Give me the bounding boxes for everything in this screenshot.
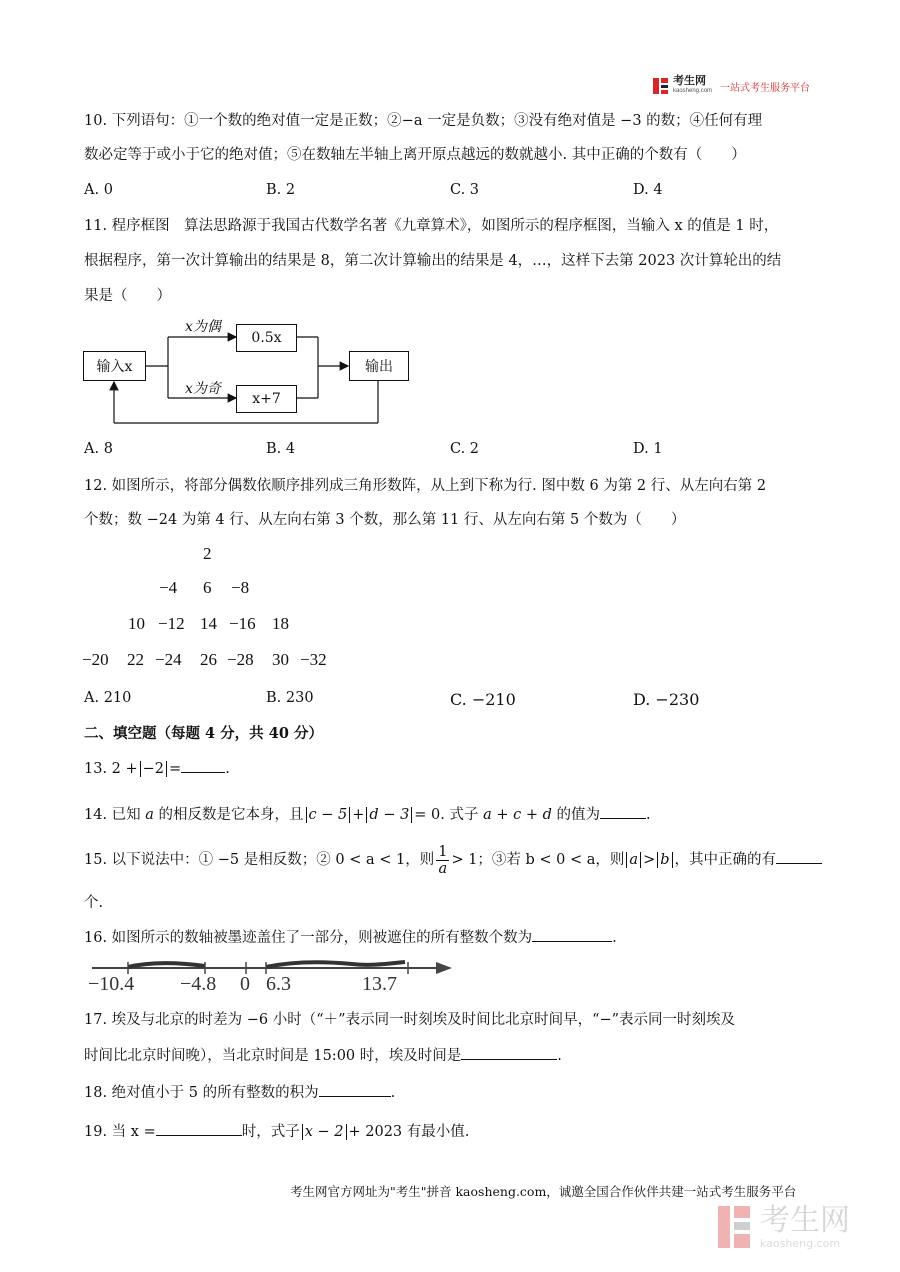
q15-prefix: 15. 以下说法中：① −5 是相反数；② 0 < a < 1，则 (84, 852, 435, 868)
q19-tail: + 2023 有最小值. (348, 1124, 470, 1140)
q19-mid: 时，式子 (241, 1124, 300, 1140)
tri-r3-c2: −12 (158, 614, 185, 633)
q15-fraction (436, 844, 449, 877)
logo-domain: kaosheng.com (673, 88, 713, 94)
q11-option-d: D. 1 (633, 441, 663, 457)
tri-r4-c4: 26 (200, 650, 217, 669)
q15-line2: 个. (84, 895, 104, 911)
q13-end: . (225, 761, 230, 777)
flow-input-box (83, 351, 146, 381)
tri-r4-c7: −32 (300, 650, 327, 669)
q13-prefix: 13. 2 + (84, 761, 138, 777)
q19-prefix: 19. 当 x = (84, 1124, 156, 1140)
tri-r2-c1: −4 (159, 578, 178, 597)
q14-tail: 的值为 (556, 807, 601, 823)
q19-blank[interactable] (156, 1121, 242, 1136)
q18-blank[interactable] (319, 1082, 391, 1097)
tri-r3-c3: 14 (200, 614, 217, 633)
q12-option-c: C. −210 (450, 690, 516, 709)
nl-label-5: 13.7 (362, 973, 397, 995)
q18-text: 18. 绝对值小于 5 的所有整数的积为 (84, 1085, 319, 1101)
kaosheng-logo-icon (652, 77, 670, 95)
q11-option-b: B. 4 (266, 441, 296, 457)
q13-abs: −2 (140, 761, 167, 777)
q18 (84, 1082, 395, 1103)
flow-output-label: 输出 (365, 359, 393, 375)
q12-line2: 个数；数 −24 为第 4 行、从左向右第 3 个数，那么第 11 行、从左向右第 5 个数为（ ） (84, 512, 686, 528)
q10-option-b: B. 2 (266, 182, 296, 198)
q13-eq: = (169, 761, 182, 777)
q11-line3: 果是（ ） (84, 288, 171, 304)
q15-blank[interactable] (776, 849, 822, 864)
q10-line1: 10. 下列语句：①一个数的绝对值一定是正数；②−a 一定是负数；③没有绝对值是 −3 的数；④任何有理 (84, 113, 763, 129)
q11-option-c: C. 2 (450, 441, 480, 457)
q12-option-a: A. 210 (84, 690, 132, 706)
q19 (84, 1121, 469, 1142)
section-heading: 二、填空题（每题 4 分，共 40 分） (84, 725, 323, 742)
tri-r4-c5: −28 (227, 650, 254, 669)
nl-label-1: −10.4 (88, 973, 135, 995)
header-slogan: 一站式考生服务平台 (720, 82, 811, 94)
q14-mid: 的相反数是它本身，且 (158, 807, 304, 823)
q14-var: a (145, 807, 154, 823)
tri-r3-c4: −16 (229, 614, 256, 633)
q11-line2: 根据程序，第一次计算输出的结果是 8，第二次计算输出的结果是 4，…，这样下去第 2023 次计算轮出的结 (84, 253, 782, 269)
flow-even-box (236, 324, 297, 352)
tri-r2-c3: −8 (231, 578, 250, 597)
q15-mid: > 1；③若 b < 0 < a，则 (451, 852, 625, 868)
tri-r4-c2: 22 (127, 650, 144, 669)
tri-r3-c1: 10 (128, 614, 145, 633)
flow-even-op: 0.5x (251, 330, 282, 346)
nl-label-4: 6.3 (266, 973, 291, 995)
watermark (716, 1204, 850, 1250)
q15-frac-den: a (438, 860, 448, 877)
q18-end: . (390, 1085, 396, 1101)
q16-blank[interactable] (532, 927, 612, 942)
q13-blank[interactable] (181, 758, 225, 773)
tri-r2-c2: 6 (203, 578, 212, 597)
nl-label-3: 0 (240, 973, 250, 995)
flow-output-box (349, 351, 409, 381)
q17-end: . (557, 1048, 562, 1064)
q12-line1: 12. 如图所示，将部分偶数依顺序排列成三角形数阵，从上到下称为行. 图中数 6 为第 2 行、从左向右第 2 (84, 478, 767, 494)
q11-line1: 11. 程序框图 算法思路源于我国古代数学名著《九章算术》，如图所示的程序框图，当输入 x 的值是 1 时， (84, 218, 779, 234)
q14-end: . (646, 807, 651, 823)
q15 (84, 840, 822, 880)
q12-option-d: D. −230 (633, 690, 700, 709)
flow-input-label: 输入x (96, 359, 133, 375)
q17-blank[interactable] (461, 1045, 557, 1060)
tri-r4-c1: −20 (82, 650, 109, 669)
tri-r3-c5: 18 (272, 614, 289, 633)
q16-end: . (612, 930, 617, 946)
tri-r1-c1: 2 (203, 544, 212, 563)
q14-mid2: . 式子 (440, 807, 479, 823)
flow-odd-label: x为奇 (185, 381, 221, 397)
q15-gt: > (643, 852, 656, 868)
watermark-text: 考生网 (760, 1202, 850, 1238)
q15-abs-b: b (657, 852, 672, 868)
flow-even-label: x为偶 (185, 319, 221, 335)
q15-tail: ，其中正确的有 (674, 852, 777, 868)
header-logo (652, 74, 810, 98)
q12-option-b: B. 230 (266, 690, 314, 706)
nl-label-2: −4.8 (180, 973, 217, 995)
q17-line1: 17. 埃及与北京的时差为 −6 小时（“＋”表示同一时刻埃及时间比北京时间早，“−”表示同一时刻埃及 (84, 1012, 736, 1028)
q11-option-a: A. 8 (84, 441, 113, 457)
q14-abs1: c − 5 (306, 807, 351, 823)
logo-mark: 考生网 (673, 75, 706, 87)
q19-abs: x − 2 (302, 1124, 347, 1140)
q17-line2 (84, 1045, 562, 1066)
q10-option-c: C. 3 (450, 182, 480, 198)
q10-option-a: A. 0 (84, 182, 113, 198)
q16 (84, 927, 617, 948)
q15-abs-a: a (626, 852, 641, 868)
watermark-logo-icon (716, 1204, 754, 1250)
flow-odd-box (236, 385, 297, 413)
q16-text: 16. 如图所示的数轴被墨迹盖住了一部分，则被遮住的所有整数个数为 (84, 930, 533, 946)
tri-r4-c3: −24 (155, 650, 182, 669)
q14-eq: = 0 (414, 807, 441, 823)
q10-option-d: D. 4 (633, 182, 663, 198)
q14-expr: a + c + d (483, 807, 552, 823)
q14 (84, 804, 651, 825)
q17-line2-text: 时间比北京时间晚），当北京时间是 15:00 时，埃及时间是 (84, 1048, 462, 1064)
q10-line2: 数必定等于或小于它的绝对值；⑤在数轴左半轴上离开原点越远的数就越小. 其中正确的个数有（ ） (84, 147, 746, 163)
q14-prefix: 14. 已知 (84, 807, 141, 823)
q14-blank[interactable] (600, 804, 646, 819)
q13 (84, 758, 230, 779)
footer-text: 考生网官方网址为"考生"拼音 kaosheng.com，诚邀全国合作伙伴共建一站式考生服务平台 (290, 1184, 797, 1199)
flow-odd-op: x+7 (252, 391, 281, 407)
q14-abs2: d − 3 (366, 807, 412, 823)
watermark-domain: kaosheng.com (760, 1236, 841, 1250)
q15-frac-num: 1 (438, 843, 448, 860)
tri-r4-c6: 30 (272, 650, 289, 669)
q14-plus: + (352, 807, 365, 823)
